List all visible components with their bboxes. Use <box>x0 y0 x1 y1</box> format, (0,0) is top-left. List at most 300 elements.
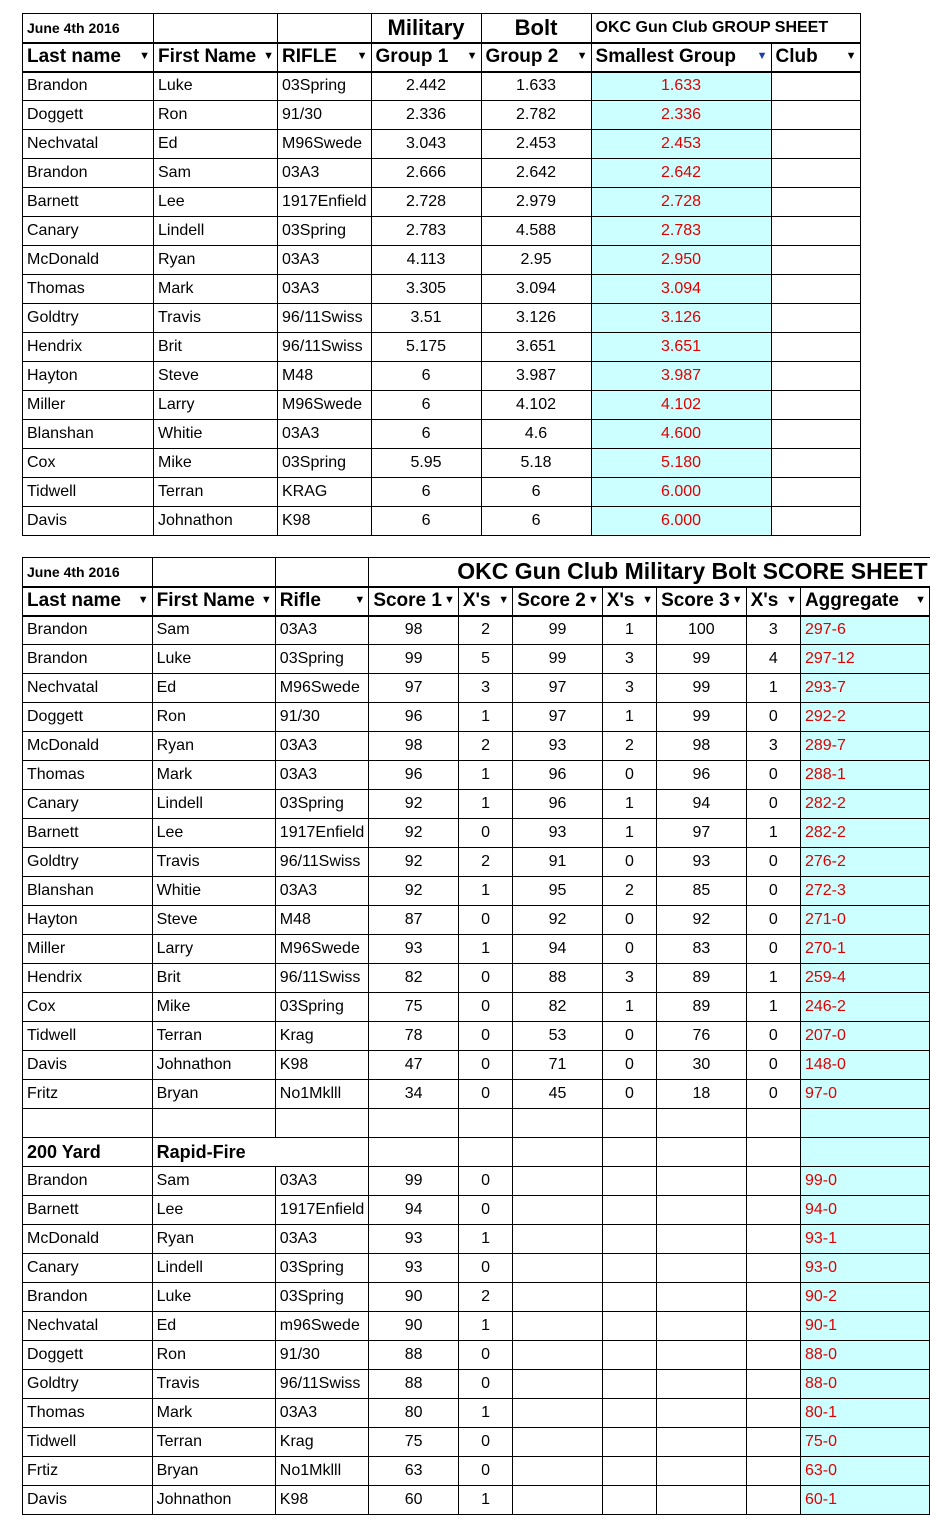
last-name-cell: Cox <box>23 993 153 1022</box>
club-cell <box>771 478 860 507</box>
group-table-row <box>23 333 861 362</box>
xs-1-cell: 1 <box>458 1486 512 1515</box>
group-1-cell: 6 <box>371 420 481 449</box>
blank-row <box>23 1109 930 1138</box>
smallest-group-cell: 1.633 <box>591 72 771 101</box>
score-3-cell: 89 <box>657 993 747 1022</box>
group-1-cell: 3.51 <box>371 304 481 333</box>
score-1-cell: 97 <box>369 674 459 703</box>
rifle-cell: 1917Enfield <box>275 819 369 848</box>
xs-3-cell: 1 <box>746 819 800 848</box>
club-cell <box>771 304 860 333</box>
score-1-cell: 98 <box>369 732 459 761</box>
filter-dropdown-icon[interactable]: ▼ <box>356 49 368 62</box>
last-name-cell: Brandon <box>23 1283 153 1312</box>
score-2-cell: 53 <box>513 1022 603 1051</box>
aggregate-cell: 288-1 <box>800 761 929 790</box>
group-2-cell: 2.979 <box>481 188 591 217</box>
last-name-cell: Blanshan <box>23 877 153 906</box>
xs-1-cell: 0 <box>458 1254 512 1283</box>
xs-2-cell <box>602 1196 656 1225</box>
aggregate-cell: 282-2 <box>800 819 929 848</box>
aggregate-cell: 292-2 <box>800 703 929 732</box>
score-table-row <box>23 906 930 935</box>
first-name-cell: Terran <box>154 478 278 507</box>
group-2-cell: 2.453 <box>481 130 591 159</box>
first-name-cell: Johnathon <box>154 507 278 536</box>
col-header-rifle[interactable]: RIFLE ▼ <box>278 43 372 72</box>
first-name-cell: Sam <box>152 1167 275 1196</box>
xs-3-cell <box>746 1370 800 1399</box>
rifle-cell: Krag <box>275 1022 369 1051</box>
score-1-cell: 94 <box>369 1196 459 1225</box>
last-name-cell: Canary <box>23 790 153 819</box>
score-3-cell <box>657 1370 747 1399</box>
rifle-cell: 03A3 <box>275 1167 369 1196</box>
group-1-cell: 2.442 <box>371 72 481 101</box>
group-1-cell: 3.043 <box>371 130 481 159</box>
score-1-cell: 88 <box>369 1370 459 1399</box>
group-1-cell: 5.95 <box>371 449 481 478</box>
col-header-last-name[interactable]: Last name ▼ <box>23 43 154 72</box>
group-sheet-title-military: Military <box>371 14 481 43</box>
last-name-cell: Hayton <box>23 362 154 391</box>
group-table-row <box>23 275 861 304</box>
col-header-first-name[interactable]: First Name ▼ <box>152 587 275 616</box>
first-name-cell: Travis <box>152 1370 275 1399</box>
aggregate-cell: 207-0 <box>800 1022 929 1051</box>
group-table-row <box>23 246 861 275</box>
first-name-cell: Sam <box>152 616 275 645</box>
last-name-cell: Brandon <box>23 645 153 674</box>
score-sheet-table <box>22 557 930 1515</box>
score-2-cell: 88 <box>513 964 603 993</box>
xs-1-cell: 0 <box>458 1051 512 1080</box>
score-3-cell: 93 <box>657 848 747 877</box>
score-2-cell <box>513 1196 603 1225</box>
aggregate-cell: 63-0 <box>800 1457 929 1486</box>
first-name-cell: Ryan <box>154 246 278 275</box>
score-table-row <box>23 732 930 761</box>
filter-dropdown-icon[interactable]: ▼ <box>786 593 797 606</box>
xs-3-cell: 3 <box>746 616 800 645</box>
score-2-cell: 82 <box>513 993 603 1022</box>
rapid-fire-row <box>23 1254 930 1283</box>
filter-dropdown-icon[interactable]: ▼ <box>915 593 926 606</box>
smallest-group-cell: 3.987 <box>591 362 771 391</box>
xs-2-cell <box>602 1167 656 1196</box>
xs-1-cell: 2 <box>458 1283 512 1312</box>
score-1-cell: 75 <box>369 1428 459 1457</box>
smallest-group-cell: 4.600 <box>591 420 771 449</box>
score-3-cell: 99 <box>657 703 747 732</box>
score-3-cell: 94 <box>657 790 747 819</box>
xs-1-cell: 0 <box>458 1370 512 1399</box>
col-header-group-1[interactable]: Group 1 ▼ <box>371 43 481 72</box>
score-1-cell: 92 <box>369 790 459 819</box>
score-1-cell: 96 <box>369 761 459 790</box>
xs-2-cell <box>602 1428 656 1457</box>
score-2-cell <box>513 1225 603 1254</box>
group-sheet-title-club: OKC Gun Club GROUP SHEET <box>591 14 860 43</box>
rapid-fire-row <box>23 1312 930 1341</box>
xs-2-cell: 0 <box>602 906 656 935</box>
rifle-cell: 03Spring <box>275 645 369 674</box>
score-1-cell: 63 <box>369 1457 459 1486</box>
rifle-cell: 03Spring <box>275 1283 369 1312</box>
filter-dropdown-icon[interactable]: ▼ <box>498 593 510 606</box>
score-table-row <box>23 877 930 906</box>
score-1-cell: 99 <box>369 645 459 674</box>
score-1-cell: 93 <box>369 935 459 964</box>
xs-3-cell: 0 <box>746 1051 800 1080</box>
filter-dropdown-icon[interactable]: ▼ <box>466 49 478 62</box>
group-1-cell: 3.305 <box>371 275 481 304</box>
last-name-cell: Barnett <box>23 819 153 848</box>
score-sheet-title: OKC Gun Club Military Bolt SCORE SHEET <box>369 558 930 587</box>
rifle-cell: 03A3 <box>275 1225 369 1254</box>
xs-3-cell: 1 <box>746 674 800 703</box>
last-name-cell: Barnett <box>23 188 154 217</box>
rifle-cell: M96Swede <box>278 391 372 420</box>
group-2-cell: 6 <box>481 507 591 536</box>
rapid-fire-label-left: 200 Yard <box>23 1138 153 1167</box>
last-name-cell: Fritz <box>23 1080 153 1109</box>
group-sheet-title-row <box>23 14 861 43</box>
score-3-cell <box>657 1399 747 1428</box>
rifle-cell: 96/11Swiss <box>278 333 372 362</box>
score-3-cell: 100 <box>657 616 747 645</box>
col-header-last-name[interactable]: Last name ▼ <box>23 587 153 616</box>
xs-3-cell <box>746 1312 800 1341</box>
aggregate-cell: 270-1 <box>800 935 929 964</box>
xs-2-cell <box>602 1312 656 1341</box>
last-name-cell: Tidwell <box>23 1428 153 1457</box>
xs-1-cell: 1 <box>458 790 512 819</box>
col-header-score-3[interactable]: Score 3 ▼ <box>657 587 747 616</box>
xs-1-cell: 0 <box>458 993 512 1022</box>
group-table-row <box>23 507 861 536</box>
group-1-cell: 2.783 <box>371 217 481 246</box>
score-3-cell <box>657 1341 747 1370</box>
xs-3-cell: 0 <box>746 790 800 819</box>
last-name-cell: Hendrix <box>23 964 153 993</box>
club-cell <box>771 130 860 159</box>
last-name-cell: Blanshan <box>23 420 154 449</box>
score-1-cell: 34 <box>369 1080 459 1109</box>
xs-2-cell: 2 <box>602 877 656 906</box>
score-1-cell: 99 <box>369 1167 459 1196</box>
score-3-cell <box>657 1312 747 1341</box>
rifle-cell: 03Spring <box>278 217 372 246</box>
smallest-group-cell: 5.180 <box>591 449 771 478</box>
last-name-cell: Tidwell <box>23 1022 153 1051</box>
col-header-xs-1[interactable]: X's ▼ <box>458 587 512 616</box>
aggregate-cell: 88-0 <box>800 1341 929 1370</box>
group-table-row <box>23 101 861 130</box>
filter-dropdown-icon[interactable]: ▼ <box>263 49 274 62</box>
xs-3-cell <box>746 1399 800 1428</box>
filter-dropdown-icon[interactable]: ▼ <box>845 49 857 62</box>
xs-2-cell: 0 <box>602 848 656 877</box>
xs-1-cell: 0 <box>458 1457 512 1486</box>
first-name-cell: Luke <box>152 1283 275 1312</box>
smallest-group-cell: 3.651 <box>591 333 771 362</box>
smallest-group-cell: 4.102 <box>591 391 771 420</box>
xs-1-cell: 3 <box>458 674 512 703</box>
score-2-cell: 99 <box>513 645 603 674</box>
aggregate-cell: 90-1 <box>800 1312 929 1341</box>
rifle-cell: M48 <box>278 362 372 391</box>
xs-1-cell: 0 <box>458 1022 512 1051</box>
group-2-cell: 6 <box>481 478 591 507</box>
score-1-cell: 80 <box>369 1399 459 1428</box>
first-name-cell: Mike <box>152 993 275 1022</box>
group-2-cell: 3.987 <box>481 362 591 391</box>
first-name-cell: Larry <box>152 935 275 964</box>
score-2-cell <box>513 1399 603 1428</box>
smallest-group-cell: 3.126 <box>591 304 771 333</box>
last-name-cell: Brandon <box>23 72 154 101</box>
filter-dropdown-icon[interactable]: ▼ <box>260 593 272 606</box>
group-sheet-date: June 4th 2016 <box>23 14 154 43</box>
xs-1-cell: 2 <box>458 616 512 645</box>
filter-dropdown-icon[interactable]: ▼ <box>587 593 599 606</box>
aggregate-cell: 289-7 <box>800 732 929 761</box>
score-1-cell: 75 <box>369 993 459 1022</box>
rifle-cell: 96/11Swiss <box>275 1370 369 1399</box>
filter-dropdown-icon[interactable]: ▼ <box>642 593 654 606</box>
last-name-cell: Brandon <box>23 1167 153 1196</box>
first-name-cell: Ryan <box>152 1225 275 1254</box>
rifle-cell: 03Spring <box>278 449 372 478</box>
xs-2-cell <box>602 1399 656 1428</box>
score-3-cell: 89 <box>657 964 747 993</box>
group-table-row <box>23 304 861 333</box>
rapid-fire-section-row <box>23 1138 930 1167</box>
score-2-cell: 97 <box>513 703 603 732</box>
rifle-cell: 03A3 <box>278 159 372 188</box>
score-2-cell <box>513 1428 603 1457</box>
score-1-cell: 47 <box>369 1051 459 1080</box>
rifle-cell: KRAG <box>278 478 372 507</box>
last-name-cell: Davis <box>23 507 154 536</box>
aggregate-cell: 271-0 <box>800 906 929 935</box>
xs-1-cell: 2 <box>458 848 512 877</box>
group-table-row <box>23 478 861 507</box>
rifle-cell: 03A3 <box>275 761 369 790</box>
xs-3-cell <box>746 1167 800 1196</box>
score-1-cell: 92 <box>369 819 459 848</box>
filter-dropdown-icon[interactable]: ▼ <box>443 593 455 606</box>
score-2-cell: 96 <box>513 790 603 819</box>
score-3-cell: 85 <box>657 877 747 906</box>
xs-1-cell: 0 <box>458 1080 512 1109</box>
score-3-cell: 98 <box>657 732 747 761</box>
xs-2-cell <box>602 1486 656 1515</box>
score-table-row <box>23 761 930 790</box>
last-name-cell: Thomas <box>23 761 153 790</box>
col-header-rifle[interactable]: Rifle ▼ <box>275 587 369 616</box>
xs-2-cell: 3 <box>602 674 656 703</box>
group-2-cell: 3.651 <box>481 333 591 362</box>
rifle-cell: 91/30 <box>275 1341 369 1370</box>
aggregate-cell: 93-1 <box>800 1225 929 1254</box>
first-name-cell: Lee <box>152 1196 275 1225</box>
last-name-cell: Davis <box>23 1486 153 1515</box>
last-name-cell: McDonald <box>23 732 153 761</box>
aggregate-cell: 297-12 <box>800 645 929 674</box>
first-name-cell: Mark <box>154 275 278 304</box>
score-1-cell: 90 <box>369 1312 459 1341</box>
xs-1-cell: 0 <box>458 1428 512 1457</box>
score-table-row <box>23 935 930 964</box>
score-sheet-title-row <box>23 558 930 587</box>
filter-dropdown-icon[interactable]: ▼ <box>731 593 743 606</box>
col-header-group-2[interactable]: Group 2 ▼ <box>481 43 591 72</box>
aggregate-cell: 97-0 <box>800 1080 929 1109</box>
score-3-cell: 99 <box>657 674 747 703</box>
xs-1-cell: 1 <box>458 935 512 964</box>
first-name-cell: Steve <box>152 906 275 935</box>
last-name-cell: Thomas <box>23 1399 153 1428</box>
xs-2-cell: 1 <box>602 616 656 645</box>
xs-3-cell <box>746 1457 800 1486</box>
xs-1-cell: 0 <box>458 906 512 935</box>
last-name-cell: Tidwell <box>23 478 154 507</box>
score-3-cell: 83 <box>657 935 747 964</box>
group-1-cell: 5.175 <box>371 333 481 362</box>
xs-2-cell: 0 <box>602 1022 656 1051</box>
last-name-cell: Hendrix <box>23 333 154 362</box>
score-1-cell: 93 <box>369 1254 459 1283</box>
score-table-row <box>23 703 930 732</box>
col-header-xs-3[interactable]: X's ▼ <box>746 587 800 616</box>
score-2-cell: 45 <box>513 1080 603 1109</box>
group-1-cell: 6 <box>371 478 481 507</box>
rifle-cell: 03Spring <box>275 993 369 1022</box>
col-header-aggregate[interactable]: Aggregate ▼ <box>800 587 929 616</box>
aggregate-cell: 88-0 <box>800 1370 929 1399</box>
xs-3-cell <box>746 1341 800 1370</box>
score-2-cell: 71 <box>513 1051 603 1080</box>
col-header-first-name[interactable]: First Name ▼ <box>154 43 278 72</box>
group-1-cell: 6 <box>371 391 481 420</box>
last-name-cell: Doggett <box>23 703 153 732</box>
group-table-row <box>23 420 861 449</box>
score-table-row <box>23 645 930 674</box>
rifle-cell: 96/11Swiss <box>275 848 369 877</box>
first-name-cell: Whitie <box>152 877 275 906</box>
first-name-cell: Whitie <box>154 420 278 449</box>
score-table-row <box>23 819 930 848</box>
smallest-group-cell: 2.783 <box>591 217 771 246</box>
xs-3-cell: 0 <box>746 906 800 935</box>
last-name-cell: Brandon <box>23 616 153 645</box>
last-name-cell: Miller <box>23 391 154 420</box>
xs-2-cell: 2 <box>602 732 656 761</box>
rapid-fire-row <box>23 1399 930 1428</box>
rifle-cell: 03Spring <box>275 790 369 819</box>
xs-2-cell: 1 <box>602 819 656 848</box>
score-3-cell <box>657 1283 747 1312</box>
group-1-cell: 2.666 <box>371 159 481 188</box>
aggregate-cell: 94-0 <box>800 1196 929 1225</box>
col-header-club[interactable]: Club ▼ <box>771 43 860 72</box>
last-name-cell: Barnett <box>23 1196 153 1225</box>
group-sheet-title-bolt: Bolt <box>481 14 591 43</box>
rifle-cell: K98 <box>275 1051 369 1080</box>
rifle-cell: M96Swede <box>275 935 369 964</box>
filter-dropdown-icon[interactable]: ▼ <box>576 49 588 62</box>
xs-2-cell: 0 <box>602 1051 656 1080</box>
rifle-cell: m96Swede <box>275 1312 369 1341</box>
xs-2-cell <box>602 1225 656 1254</box>
score-2-cell <box>513 1457 603 1486</box>
score-3-cell <box>657 1486 747 1515</box>
group-sheet-header-row <box>23 43 861 72</box>
score-1-cell: 90 <box>369 1283 459 1312</box>
col-header-score-2[interactable]: Score 2 ▼ <box>513 587 603 616</box>
xs-2-cell <box>602 1283 656 1312</box>
aggregate-cell: 99-0 <box>800 1167 929 1196</box>
sort-filter-icon[interactable]: ▼ <box>756 49 768 62</box>
filter-dropdown-icon[interactable]: ▼ <box>139 49 150 62</box>
first-name-cell: Johnathon <box>152 1051 275 1080</box>
score-1-cell: 82 <box>369 964 459 993</box>
xs-3-cell <box>746 1486 800 1515</box>
rifle-cell: 91/30 <box>275 703 369 732</box>
col-header-xs-2[interactable]: X's ▼ <box>602 587 656 616</box>
filter-dropdown-icon[interactable]: ▼ <box>354 593 366 606</box>
rifle-cell: 1917Enfield <box>278 188 372 217</box>
club-cell <box>771 275 860 304</box>
score-2-cell <box>513 1312 603 1341</box>
score-1-cell: 98 <box>369 616 459 645</box>
first-name-cell: Luke <box>154 72 278 101</box>
filter-dropdown-icon[interactable]: ▼ <box>137 593 149 606</box>
group-table-row <box>23 362 861 391</box>
group-table-row <box>23 217 861 246</box>
first-name-cell: Ron <box>152 1341 275 1370</box>
col-header-score-1[interactable]: Score 1 ▼ <box>369 587 459 616</box>
smallest-group-cell: 2.728 <box>591 188 771 217</box>
rifle-cell: 03A3 <box>275 877 369 906</box>
club-cell <box>771 362 860 391</box>
score-3-cell: 96 <box>657 761 747 790</box>
score-2-cell: 91 <box>513 848 603 877</box>
group-2-cell: 4.102 <box>481 391 591 420</box>
first-name-cell: Travis <box>154 304 278 333</box>
score-2-cell <box>513 1254 603 1283</box>
score-2-cell: 94 <box>513 935 603 964</box>
score-2-cell: 92 <box>513 906 603 935</box>
score-3-cell <box>657 1428 747 1457</box>
rifle-cell: 03A3 <box>278 246 372 275</box>
group-2-cell: 4.6 <box>481 420 591 449</box>
score-1-cell: 78 <box>369 1022 459 1051</box>
group-1-cell: 6 <box>371 362 481 391</box>
score-1-cell: 60 <box>369 1486 459 1515</box>
smallest-group-cell: 3.094 <box>591 275 771 304</box>
last-name-cell: Brandon <box>23 159 154 188</box>
rifle-cell: M96Swede <box>275 674 369 703</box>
rifle-cell: 03Spring <box>275 1254 369 1283</box>
rifle-cell: 03A3 <box>275 732 369 761</box>
group-2-cell: 3.126 <box>481 304 591 333</box>
col-header-smallest-group[interactable]: Smallest Group ▼ <box>591 43 771 72</box>
last-name-cell: Miller <box>23 935 153 964</box>
